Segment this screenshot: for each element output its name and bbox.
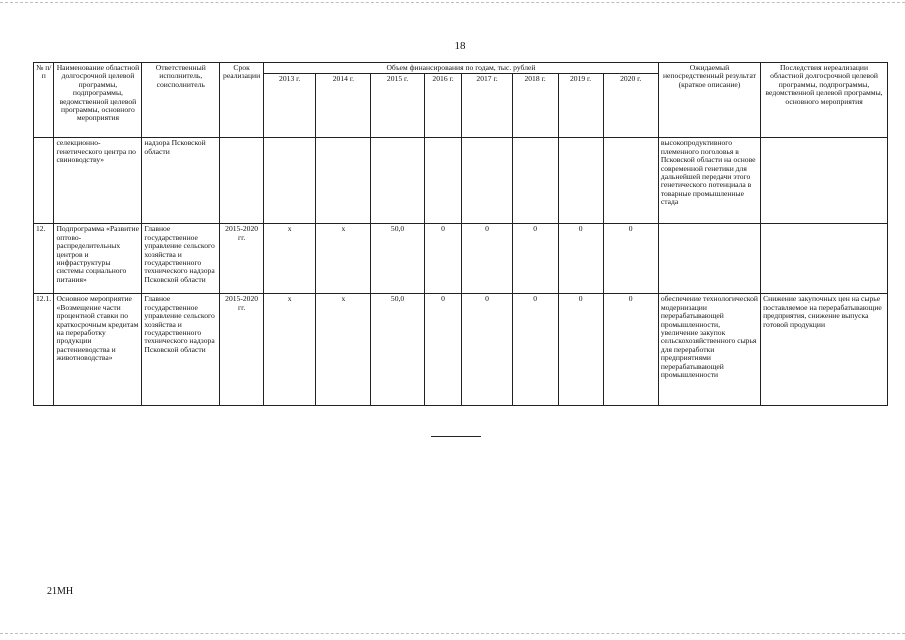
cell-year-value: 0 xyxy=(424,294,462,406)
header-responsible: Ответственный исполнитель, соисполнитель xyxy=(142,63,220,138)
cell-consequences xyxy=(761,138,888,224)
cell-year-value: 0 xyxy=(462,224,512,294)
cell-year-value: x xyxy=(316,294,371,406)
cell-year-value: 0 xyxy=(603,294,658,406)
cell-year-value: 50,0 xyxy=(371,294,424,406)
cell-responsible: Главное государственное управление сельского хозяйства и государственного технического надзора Псковской области xyxy=(142,294,220,406)
header-result: Ожидаемый непосредственный результат (краткое описание) xyxy=(658,63,760,138)
cell-year-value xyxy=(603,138,658,224)
cell-year-value: 0 xyxy=(512,224,558,294)
cell-consequences: Снижение закупочных цен на сырье поставляемое на перерабатывающие предприятия, снижение выпуска готовой продукции xyxy=(761,294,888,406)
scan-edge-top xyxy=(0,2,905,3)
cell-year-value: 50,0 xyxy=(371,224,424,294)
cell-year-value: 0 xyxy=(603,224,658,294)
cell-year-value: x xyxy=(264,224,316,294)
cell-name: Подпрограмма «Развитие оптово-распределительных центров и инфраструктуры системы социального питания» xyxy=(54,224,142,294)
cell-year-value: 0 xyxy=(462,294,512,406)
header-year: 2018 г. xyxy=(512,74,558,138)
cell-year-value xyxy=(512,138,558,224)
cell-result xyxy=(658,224,760,294)
cell-consequences xyxy=(761,224,888,294)
cell-responsible: надзора Псковской области xyxy=(142,138,220,224)
header-year: 2016 г. xyxy=(424,74,462,138)
header-row-1 xyxy=(34,63,888,74)
table-row xyxy=(34,224,888,294)
header-year: 2019 г. xyxy=(558,74,603,138)
scan-edge-bottom xyxy=(0,633,905,634)
cell-name: селекционно-генетического центра по свиноводству» xyxy=(54,138,142,224)
cell-year-value xyxy=(424,138,462,224)
table-row xyxy=(34,138,888,224)
cell-term xyxy=(220,138,264,224)
cell-year-value: 0 xyxy=(558,294,603,406)
header-consequences: Последствия нереализации областной долгосрочной целевой программы, подпрограммы, ведомственной целевой программы, основного мероприятия xyxy=(761,63,888,138)
table-row xyxy=(34,294,888,406)
header-term: Срок реализации xyxy=(220,63,264,138)
cell-year-value: x xyxy=(316,224,371,294)
header-funding: Объем финансирования по годам, тыс. рублей xyxy=(264,63,659,74)
header-year: 2013 г. xyxy=(264,74,316,138)
header-year: 2020 г. xyxy=(603,74,658,138)
cell-result: высокопродуктивного племенного поголовья в Псковской области на основе современной генетики для дальнейшей передачи этого генетического потенциала в товарные промышленные стада xyxy=(658,138,760,224)
cell-year-value xyxy=(462,138,512,224)
cell-no: 12. xyxy=(34,224,54,294)
header-year: 2015 г. xyxy=(371,74,424,138)
cell-year-value: x xyxy=(264,294,316,406)
footer-code: 21МН xyxy=(47,586,74,597)
cell-term: 2015-2020 гг. xyxy=(220,294,264,406)
page-number: 18 xyxy=(454,40,466,52)
cell-year-value xyxy=(316,138,371,224)
header-year: 2017 г. xyxy=(462,74,512,138)
cell-no: 12.1. xyxy=(34,294,54,406)
program-table xyxy=(33,62,888,406)
cell-term: 2015-2020 гг. xyxy=(220,224,264,294)
header-year: 2014 г. xyxy=(316,74,371,138)
cell-year-value xyxy=(264,138,316,224)
closing-divider xyxy=(431,436,481,437)
cell-year-value: 0 xyxy=(512,294,558,406)
header-name: Наименование областной долгосрочной целевой программы, подпрограммы, ведомственной целевой программы, основного мероприятия xyxy=(54,63,142,138)
header-no: № п/п xyxy=(34,63,54,138)
cell-year-value: 0 xyxy=(424,224,462,294)
cell-no xyxy=(34,138,54,224)
cell-responsible: Главное государственное управление сельского хозяйства и государственного технического надзора Псковской области xyxy=(142,224,220,294)
cell-name: Основное мероприятие «Возмещение части процентной ставки по краткосрочным кредитам на переработку продукции растениеводства и животноводства» xyxy=(54,294,142,406)
cell-year-value: 0 xyxy=(558,224,603,294)
cell-year-value xyxy=(371,138,424,224)
cell-result: обеспечение технологической модернизации перерабатывающей промышленности, увеличение закупок сельскохозяйственного сырья для переработки предприятиями перерабатывающей промышленности xyxy=(658,294,760,406)
cell-year-value xyxy=(558,138,603,224)
